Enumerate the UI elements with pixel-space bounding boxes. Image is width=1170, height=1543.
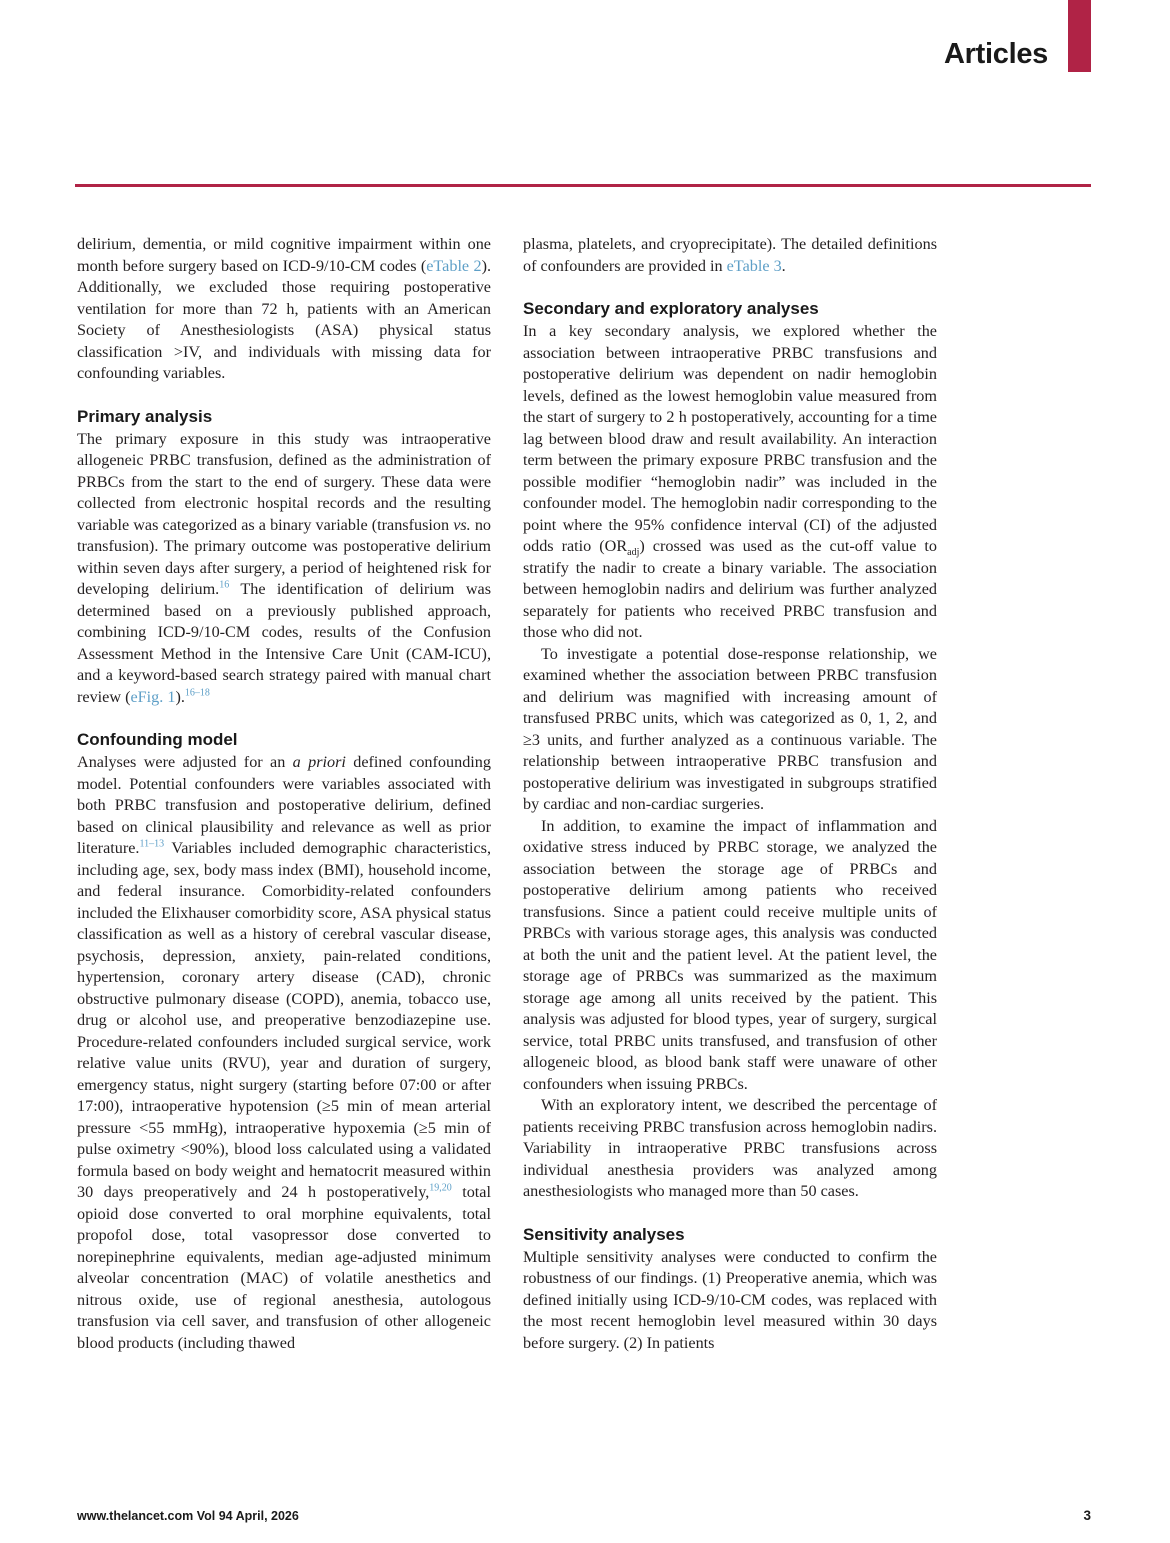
text-run: To investigate a potential dose-response relationship, we examined whether the association between PRBC transfusion and delirium was magnified with increasing amount of transfused PRBC units, which was categorized as 0, 1, 2, and ≥3 units, and further analyzed as a continuous variable. The relationship between intraoperative PRBC transfusion and postoperative delirium was investigated in subgroups stratified by cardiac and non-cardiac surgeries. — [523, 644, 937, 813]
body-paragraph — [523, 234, 937, 277]
section-heading-primary-analysis: Primary analysis — [77, 406, 213, 426]
link-etable-2[interactable]: eTable 2 — [426, 256, 482, 275]
section-heading-confounding-model: Confounding model — [77, 730, 238, 749]
text-run: total opioid dose converted to oral morphine equivalents, total propofol dose, total vasopressor dose converted to norepinephrine equivalents, median age-adjusted minimum alveolar concentration (MAC) of volatile anesthetics and nitrous oxide, use of regional anesthesia, autologous transfusion via cell saver, and transfusion of other allogeneic blood products (including thawed — [77, 1183, 491, 1352]
reference-superscript[interactable]: 16–18 — [184, 687, 210, 699]
reference-superscript[interactable]: 19,20 — [429, 1182, 452, 1194]
text-run: ) crossed was used as the cut-off value to stratify the nadir to create a binary variable. The association between hemoglobin nadirs and delirium was further analyzed separately for patients who received PRBC transfusion and those who did not. — [523, 537, 937, 641]
body-paragraph — [77, 429, 491, 709]
accent-corner-bar — [1068, 0, 1091, 72]
italic-text: a priori — [292, 753, 346, 771]
section-heading-sensitivity-analyses: Sensitivity analyses — [523, 1224, 685, 1244]
text-run: Variables included demographic characteristics, including age, sex, body mass index (BMI), household income, and federal insurance. Comorbidity-related confounders included the Elixhauser comorbidity score, ASA physical status classification as well as a history of cerebral vascular disease, psychosis, depression, anxiety, pain-related conditions, hypertension, coronary artery disease (CAD), chronic obstructive pulmonary disease (COPD), anemia, tobacco use, drug or alcohol use, and preoperative benzodiazepine use. Procedure-related confounders included surgical service, work relative value units (RVU), year and duration of surgery, emergency status, night surgery (starting before 07:00 or after 17:00), intraoperative hypotension (≥5 min of mean arterial pressure <55 mmHg), intraoperative hypoxemia (≥5 min of pulse oximetry <90%), blood loss calculated using a validated formula based on body weight and hematocrit measured within 30 days preoperatively and 24 h postoperatively, — [77, 839, 491, 1201]
text-run: Analyses were adjusted for an — [77, 753, 293, 771]
reference-superscript[interactable]: 16 — [219, 579, 230, 591]
right-column — [523, 234, 937, 1354]
text-run: The primary exposure in this study was intraoperative allogeneic PRBC transfusion, defined as the administration of PRBCs from the start to the end of surgery. These data were collected from electronic hospital records and the resulting variable was categorized as a binary variable (transfusion — [77, 429, 491, 534]
link-efig-1[interactable]: eFig. 1 — [130, 687, 176, 706]
body-paragraph — [523, 1247, 937, 1355]
page-number: 3 — [1083, 1508, 1091, 1523]
text-run: In a key secondary analysis, we explored whether the association between intraoperative PRBC transfusions and postoperative delirium was dependent on nadir hemoglobin levels, defined as the lowest hemoglobin value measured from the start of surgery to 2 h postoperatively, accounting for a time lag between blood draw and result availability. An interaction term between the primary exposure PRBC transfusion and the possible modifier “hemoglobin nadir” was included in the confounder model. The hemoglobin nadir corresponding to the point where the 95% confidence interval (CI) of the adjusted odds ratio (OR — [523, 322, 937, 555]
section-heading-secondary-and-exploratory-analyses: Secondary and exploratory analyses — [523, 299, 819, 318]
link-etable-3[interactable]: eTable 3 — [726, 256, 782, 275]
text-run: The identification of delirium was determined based on a previously published approach, combining ICD-9/10-CM codes, results of the Confusion Assessment Method in the Intensive Care Unit (CAM-ICU), and a keyword-based search strategy paired with manual chart review ( — [77, 580, 491, 706]
body-paragraph — [77, 234, 491, 385]
text-run: In addition, to examine the impact of inflammation and oxidative stress induced by PRBC storage, we analyzed the association between the storage age of PRBCs and postoperative delirium among patients who received transfusions. Since a patient could receive multiple units of PRBCs with various storage ages, this analysis was conducted at both the unit and the patient level. At the patient level, the storage age of PRBCs was summarized as the maximum storage age among all units received by the patient. This analysis was adjusted for blood types, year of surgery, surgical service, total PRBC units transfused, and transfusion of other allogeneic blood, as blood bank staff were unaware of other confounders when issuing PRBCs. — [523, 816, 937, 1093]
text-run: no transfusion). The primary outcome was postoperative delirium within seven days after surgery, a period of heightened risk for developing delirium. — [77, 515, 492, 598]
left-column — [77, 234, 491, 1354]
body-paragraph — [523, 644, 937, 816]
body-paragraph — [523, 1095, 937, 1203]
text-run: defined confounding model. Potential confounders were variables associated with both PRBC transfusion and postoperative delirium, defined based on clinical plausibility and relevance as well as prior literature. — [77, 753, 491, 857]
reference-superscript[interactable]: 11–13 — [139, 838, 165, 850]
text-run: delirium, dementia, or mild cognitive impairment within one month before surgery based on ICD-9/10-CM codes ( — [77, 235, 491, 275]
page-title: Articles — [944, 38, 1048, 70]
italic-text: vs. — [453, 515, 471, 534]
text-run: ). Additionally, we excluded those requiring postoperative ventilation for more than 72 h, patients with an American Society of Anesthesiologists (ASA) physical status classification >IV, and individuals with missing data for confounding variables. — [77, 256, 491, 382]
body-paragraph — [523, 321, 937, 644]
text-run: . — [781, 256, 786, 275]
text-run: With an exploratory intent, we described the percentage of patients receiving PRBC transfusion across hemoglobin nadirs. Variability in intraoperative PRBC transfusions across individual anesthesia providers was analyzed among anesthesiologists who managed more than 50 cases. — [523, 1096, 937, 1200]
text-run: ). — [175, 687, 185, 706]
article-body — [77, 234, 937, 1354]
text-run: Multiple sensitivity analyses were conducted to confirm the robustness of our findings. (1) Preoperative anemia, which was defined initially using ICD-9/10-CM codes, was replaced with the most recent hemoglobin level measured within 30 days before surgery. (2) In patients — [523, 1247, 937, 1352]
text-run: plasma, platelets, and cryoprecipitate). The detailed definitions of confounders are provided in — [523, 235, 937, 275]
subscript-text: adj — [627, 547, 640, 559]
page-footer — [77, 1508, 1091, 1523]
header-rule — [75, 184, 1091, 187]
journal-volume-line: www.thelancet.com Vol 94 April, 2026 — [77, 1509, 299, 1523]
body-paragraph — [77, 752, 491, 1354]
body-paragraph — [523, 816, 937, 1096]
